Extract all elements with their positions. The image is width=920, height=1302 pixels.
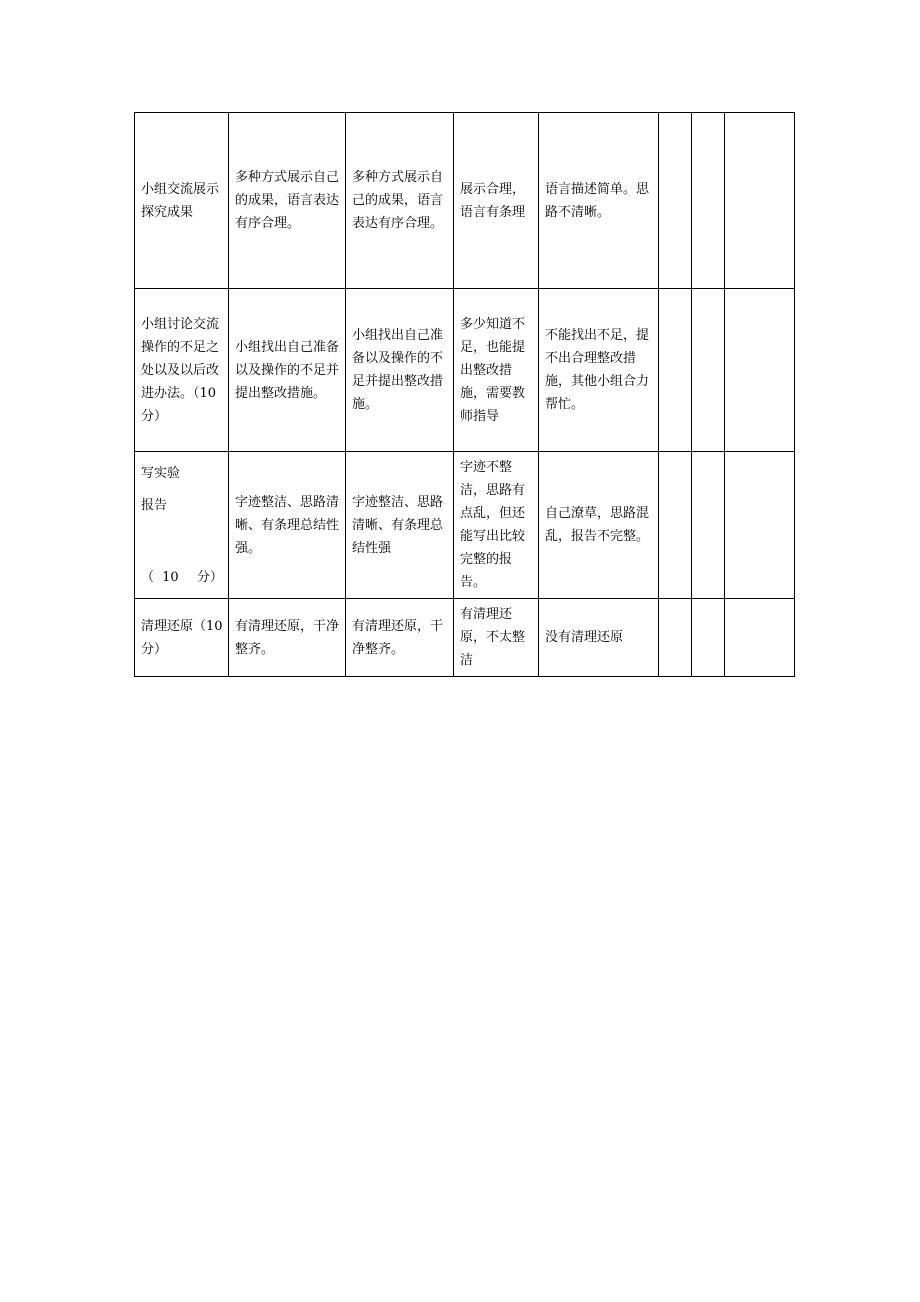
level-c-text: 多少知道不足，也能提出整改措施，需要教师指导 bbox=[460, 316, 526, 424]
level-c-cell bbox=[454, 452, 539, 599]
level-d-cell bbox=[539, 113, 659, 289]
score-cell-2[interactable] bbox=[692, 113, 725, 289]
score-cell-1[interactable] bbox=[659, 599, 692, 677]
evaluation-rubric-table bbox=[134, 112, 795, 677]
level-c-text: 字迹不整洁，思路有点乱，但还能写出比较完整的报告。 bbox=[460, 460, 526, 590]
level-d-text: 没有清理还原 bbox=[545, 630, 624, 645]
level-a-cell bbox=[229, 113, 346, 289]
score-cell-1[interactable] bbox=[659, 113, 692, 289]
criterion-text: 清理还原（10分） bbox=[141, 618, 223, 657]
criterion-cell bbox=[135, 113, 229, 289]
score-number: 10 bbox=[162, 569, 179, 585]
criterion-line-2: 报告 bbox=[141, 497, 168, 513]
level-b-text: 小组找出自己准备以及操作的不足并提出整改措施。 bbox=[352, 328, 444, 412]
level-a-text: 多种方式展示自己的成果，语言表达有序合理。 bbox=[235, 170, 340, 231]
table-row bbox=[135, 113, 795, 289]
criterion-top bbox=[141, 462, 223, 517]
level-b-cell bbox=[346, 113, 454, 289]
criterion-cell bbox=[135, 452, 229, 599]
score-cell-2[interactable] bbox=[692, 289, 725, 452]
level-a-cell bbox=[229, 289, 346, 452]
score-cell-1[interactable] bbox=[659, 452, 692, 599]
score-cell-2[interactable] bbox=[692, 599, 725, 677]
level-d-text: 自己潦草，思路混乱，报告不完整。 bbox=[545, 506, 650, 544]
score-cell-3[interactable] bbox=[725, 113, 795, 289]
level-b-cell bbox=[346, 599, 454, 677]
level-d-cell bbox=[539, 452, 659, 599]
score-open-paren: （ bbox=[141, 569, 155, 585]
criterion-cell bbox=[135, 599, 229, 677]
level-c-cell bbox=[454, 113, 539, 289]
level-b-cell bbox=[346, 452, 454, 599]
level-d-text: 语言描述简单。思路不清晰。 bbox=[545, 181, 650, 220]
score-cell-3[interactable] bbox=[725, 599, 795, 677]
level-d-cell bbox=[539, 599, 659, 677]
level-a-text: 字迹整洁、思路清晰、有条理总结性强。 bbox=[235, 494, 340, 556]
level-a-cell bbox=[229, 599, 346, 677]
level-d-cell bbox=[539, 289, 659, 452]
level-c-text: 展示合理，语言有条理 bbox=[460, 181, 526, 220]
criterion-stack bbox=[141, 462, 223, 589]
score-cell-3[interactable] bbox=[725, 289, 795, 452]
table-row bbox=[135, 452, 795, 599]
level-c-cell bbox=[454, 289, 539, 452]
table-row bbox=[135, 599, 795, 677]
criterion-line-1: 写实验 bbox=[141, 465, 181, 481]
criterion-cell bbox=[135, 289, 229, 452]
level-d-text: 不能找出不足，提不出合理整改措施，其他小组合力帮忙。 bbox=[545, 328, 650, 412]
table-row bbox=[135, 289, 795, 452]
criterion-text: 小组讨论交流操作的不足之处以及以后改进办法。（10分） bbox=[141, 316, 220, 424]
score-unit: 分） bbox=[196, 569, 223, 585]
level-c-cell bbox=[454, 599, 539, 677]
score-cell-3[interactable] bbox=[725, 452, 795, 599]
criterion-text: 小组交流展示探究成果 bbox=[141, 181, 220, 220]
criterion-score bbox=[141, 566, 223, 589]
level-a-text: 小组找出自己准备以及操作的不足并提出整改措施。 bbox=[235, 339, 340, 401]
level-b-text: 多种方式展示自己的成果，语言表达有序合理。 bbox=[352, 170, 444, 231]
score-cell-1[interactable] bbox=[659, 289, 692, 452]
level-b-text: 字迹整洁、思路清晰、有条理总结性强 bbox=[352, 494, 444, 556]
level-a-cell bbox=[229, 452, 346, 599]
level-b-cell bbox=[346, 289, 454, 452]
level-c-text: 有清理还原，不太整洁 bbox=[460, 607, 526, 668]
level-a-text: 有清理还原，干净整齐。 bbox=[235, 618, 340, 657]
score-cell-2[interactable] bbox=[692, 452, 725, 599]
level-b-text: 有清理还原，干净整齐。 bbox=[352, 618, 444, 657]
